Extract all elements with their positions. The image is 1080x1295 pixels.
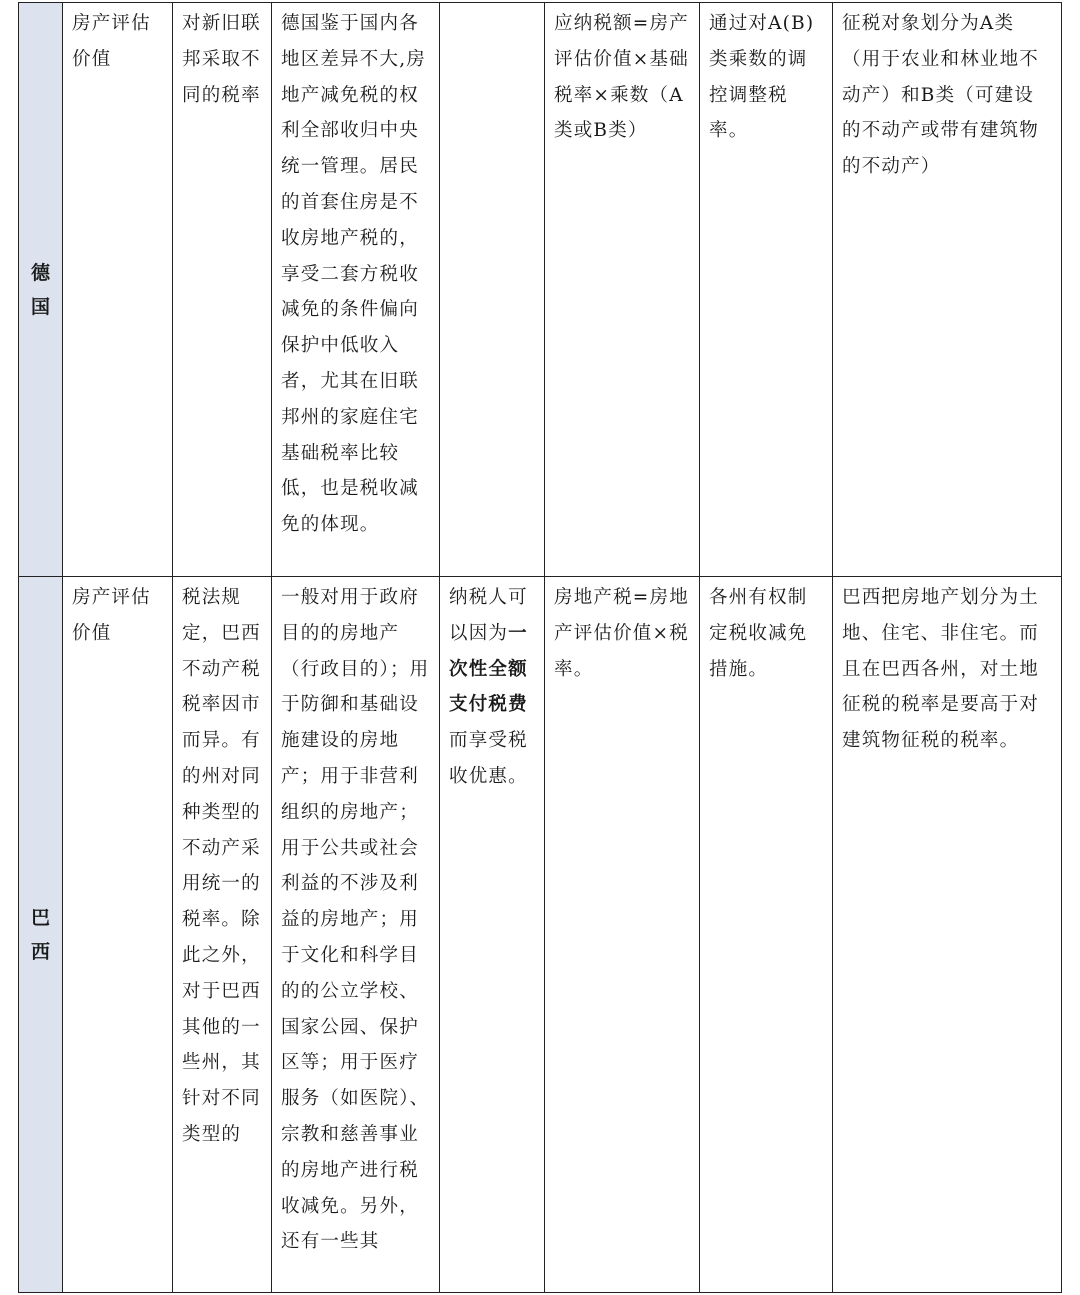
incentive-text: 纳税人可以因为: [449, 587, 528, 644]
country-cell-germany: [19, 3, 63, 577]
tax-basis-cell: 房产评估价值: [63, 3, 173, 577]
country-char: 国: [30, 295, 50, 318]
rate-adjustment-cell: 各州有权制定税收减免措施。: [700, 577, 833, 1293]
country-char: 德: [30, 261, 50, 284]
property-tax-comparison-table: [18, 2, 1062, 1293]
tax-rate-cell: 税法规定，巴西不动产税税率因市而异。有的州对同种类型的不动产采用统一的税率。除此之外，对于巴西其他的一些州，其针对不同类型的: [173, 577, 272, 1293]
table-row-germany: [19, 3, 1062, 577]
tax-incentive-cell: [440, 577, 545, 1293]
tax-exemption-cell: 德国鉴于国内各地区差异不大,房地产减免税的权利全部收归中央统一管理。居民的首套住房是不收房地产税的，享受二套方税收减免的条件偏向保护中低收入者，尤其在旧联邦州的家庭住宅基础税率比较低，也是税收减免的体现。: [272, 3, 440, 577]
country-char: 巴: [30, 906, 50, 929]
tax-formula-cell: 应纳税额=房产评估价值×基础税率×乘数（A类或B类）: [545, 3, 700, 577]
classification-cell: 征税对象划分为A类（用于农业和林业地不动产）和B类（可建设的不动产或带有建筑物的不动产）: [833, 3, 1062, 577]
incentive-text: 而享受税收优惠。: [449, 730, 528, 787]
country-char: 西: [30, 940, 50, 963]
tax-incentive-cell: [440, 3, 545, 577]
tax-exemption-cell: 一般对用于政府目的的房地产（行政目的）；用于防御和基础设施建设的房地产；用于非营利组织的房地产；用于公共或社会利益的不涉及利益的房地产；用于文化和科学目的的公立学校、国家公园、保护区等；用于医疗服务（如医院）、宗教和慈善事业的房地产进行税收减免。另外，还有一些其: [272, 577, 440, 1293]
tax-formula-cell: 房地产税=房地产评估价值×税率。: [545, 577, 700, 1293]
table-row-brazil: [19, 577, 1062, 1293]
rate-adjustment-cell: 通过对A(B)类乘数的调控调整税率。: [700, 3, 833, 577]
country-cell-brazil: [19, 577, 63, 1293]
tax-rate-cell: 对新旧联邦采取不同的税率: [173, 3, 272, 577]
tax-basis-cell: 房产评估价值: [63, 577, 173, 1293]
classification-cell: 巴西把房地产划分为土地、住宅、非住宅。而且在巴西各州，对土地征税的税率是要高于对建筑物征税的税率。: [833, 577, 1062, 1293]
incentive-emphasis: 一次性全额支付税费: [449, 622, 528, 716]
